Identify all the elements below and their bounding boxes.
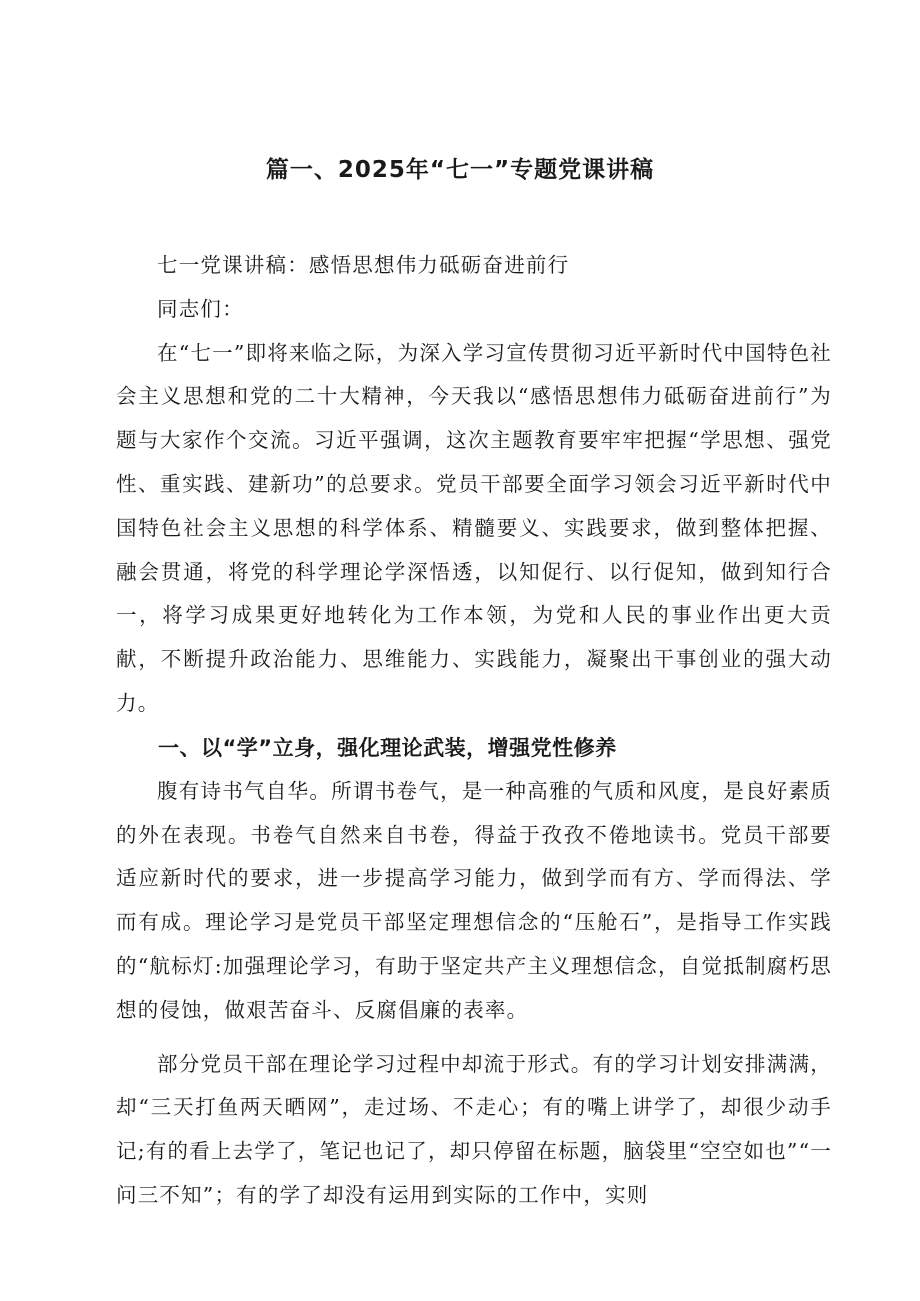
- section-heading: 一、以“学”立身，强化理论武装，增强党性修养: [158, 735, 617, 760]
- document-body: [116, 244, 832, 1218]
- subtitle-paragraph: 七一党课讲稿：感悟思想伟力砥砺奋进前行: [157, 253, 570, 277]
- body-paragraph: 腹有诗书气自华。所谓书卷气，是一种高雅的气质和风度，是良好素质的外在表现。书卷气自然来自书卷，得益于孜孜不倦地读书。党员干部要适应新时代的要求，进一步提高学习能力，做到学而有方、学而得法、学而有成。理论学习是党员干部坚定理想信念的“压舱石”，是指导工作实践的“航标灯:加强理论学习，有助于坚定共产主义理想信念，自觉抵制腐朽思想的侵蚀，做艰苦奋斗、反腐倡廉的表率。: [116, 778, 832, 1022]
- intro-paragraph: 在“七一”即将来临之际，为深入学习宣传贯彻习近平新时代中国特色社会主义思想和党的二十大精神，今天我以“感悟思想伟力砥砺奋进前行”为题与大家作个交流。习近平强调，这次主题教育要牢牢把握“学思想、强党性、重实践、建新功”的总要求。党员干部要全面学习领会习近平新时代中国特色社会主义思想的科学体系、精髓要义、实践要求，做到整体把握、融会贯通，将党的科学理论学深悟透，以知促行、以行促知，做到知行合一，将学习成果更好地转化为工作本领，为党和人民的事业作出更大贡献，不断提升政治能力、思维能力、实践能力，凝聚出干事创业的强大动力。: [116, 340, 832, 715]
- body-paragraph: 部分党员干部在理论学习过程中却流于形式。有的学习计划安排满满，却“三天打鱼两天晒网”，走过场、不走心；有的嘴上讲学了，却很少动手记;有的看上去学了，笔记也记了，却只停留在标题，脑袋里“空空如也”“一问三不知”；有的学了却没有运用到实际的工作中，实则: [116, 1051, 832, 1207]
- salutation-paragraph: 同志们：: [157, 296, 244, 321]
- document-title: 篇一、2025年“七一”专题党课讲稿: [265, 157, 655, 183]
